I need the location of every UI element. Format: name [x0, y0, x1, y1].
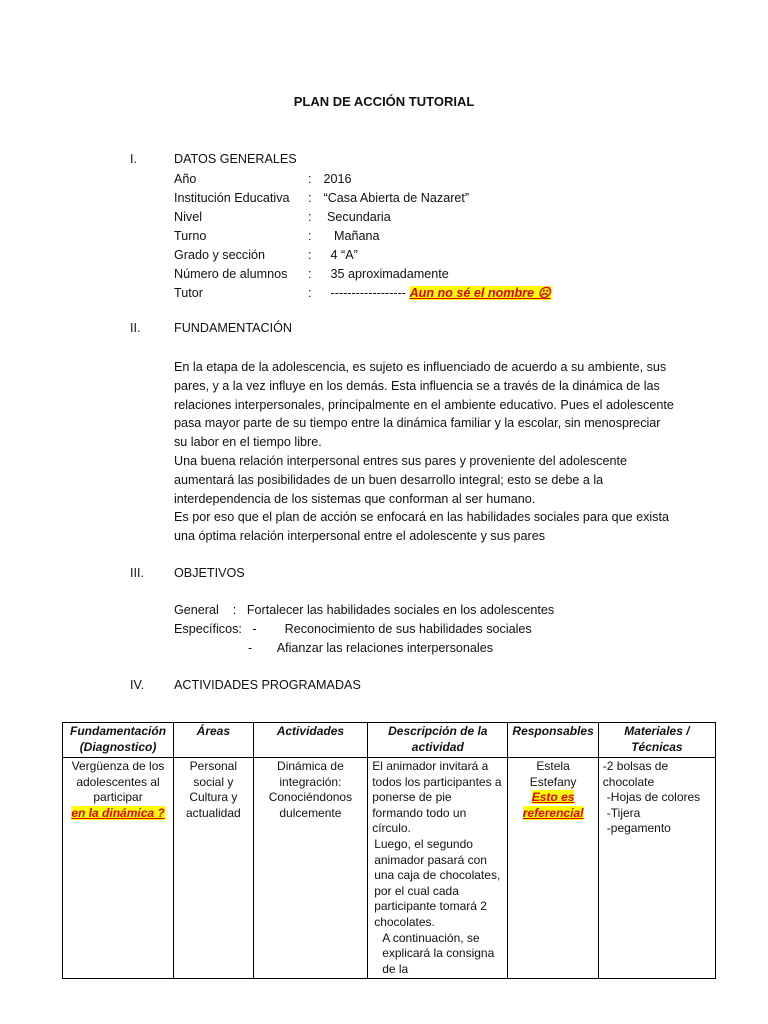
table-header: Materiales / Técnicas [598, 723, 715, 758]
objetivo-general-label: General [174, 603, 219, 617]
fundamentacion-highlight-note: en la dinámica ? [71, 805, 165, 820]
datos-value: 2016 [323, 172, 352, 186]
fundamentacion-paragraph-3: Es por eso que el plan de acción se enfocará en las habilidades sociales para que exista una óptima relación interpersonal entre el adolescente y sus pares [174, 510, 669, 544]
cell-materiales [598, 758, 715, 979]
cell-responsables [508, 758, 598, 979]
table-header-row [63, 723, 716, 758]
table-header: Actividades [253, 723, 368, 758]
datos-label: Número de alumnos [174, 267, 288, 281]
objetivo-especifico-2: - Afianzar las relaciones interpersonales [248, 641, 493, 655]
table-header: Fundamentación (Diagnostico) [63, 723, 174, 758]
datos-label: Turno [174, 229, 207, 243]
datos-value: 35 aproximadamente [330, 267, 449, 281]
material-item: -Hojas de colores [606, 790, 701, 805]
objetivo-general-text: Fortalecer las habilidades sociales en los adolescentes [246, 603, 555, 617]
table-header: Áreas [174, 723, 254, 758]
objetivo-especifico-1: Específicos: - Reconocimiento de sus habilidades sociales [174, 622, 532, 636]
section-heading-actividades: ACTIVIDADES PROGRAMADAS [174, 678, 361, 692]
section-heading-datos-generales: DATOS GENERALES [174, 152, 297, 166]
section-number-4: IV. [130, 678, 145, 692]
datos-row-grado: Grado y sección : 4 “A” [174, 248, 358, 262]
material-item: -Tijera [606, 805, 641, 820]
cell-text: Estela Estefany [529, 759, 577, 789]
datos-value: Secundaria [327, 210, 391, 224]
cell-areas: Personal social y Cultura y actualidad [174, 758, 254, 979]
responsables-highlight-note: Esto es referencial [522, 790, 584, 820]
datos-value: 4 “A” [330, 248, 358, 262]
page-title: PLAN DE ACCIÓN TUTORIAL [293, 94, 475, 109]
section-number-3: III. [130, 566, 144, 580]
objetivo-general: General : Fortalecer las habilidades sociales en los adolescentes [174, 603, 555, 617]
table-header: Responsables [508, 723, 598, 758]
datos-value: “Casa Abierta de Nazaret” [323, 191, 470, 205]
descripcion-line: El animador invitará a todos los participantes a ponerse de pie formando todo un círculo. [372, 759, 502, 836]
section-heading-fundamentacion: FUNDAMENTACIÓN [174, 321, 293, 335]
datos-row-anio: Año : 2016 [174, 172, 352, 186]
fundamentacion-text [174, 358, 674, 546]
objetivos-especificos-label: Específicos: [174, 622, 242, 636]
datos-row-institucion: Institución Educativa : “Casa Abierta de Nazaret” [174, 191, 470, 205]
datos-label: Nivel [174, 210, 202, 224]
objetivo-especifico-text: Reconocimiento de sus habilidades sociales [284, 622, 532, 636]
datos-row-nivel: Nivel : Secundaria [174, 210, 391, 224]
datos-value: Mañana [334, 229, 380, 243]
section-number-1: I. [130, 152, 137, 166]
descripcion-line: A continuación, se explicará la consigna de la [382, 930, 495, 976]
tutor-highlight-note: Aun no sé el nombre ☹ [409, 286, 551, 300]
datos-label: Año [174, 172, 197, 186]
cell-text: Vergüenza de los adolescentes al participar [71, 759, 165, 805]
datos-row-tutor: Tutor : ------------------ Aun no sé el nombre ☹ [174, 286, 551, 300]
datos-label: Institución Educativa [174, 191, 290, 205]
cell-descripcion [368, 758, 508, 979]
material-item: -pegamento [606, 821, 671, 836]
table-row [63, 758, 716, 979]
section-number-2: II. [130, 321, 141, 335]
cell-fundamentacion [63, 758, 174, 979]
section-heading-objetivos: OBJETIVOS [174, 566, 245, 580]
fundamentacion-paragraph-2: Una buena relación interpersonal entres sus pares y proveniente del adolescente aumentará las posibilidades de un buen desarrollo integral; esto se debe a la interdependencia de los sistemas que conforman al ser humano. [174, 453, 627, 506]
datos-label: Tutor [174, 286, 203, 300]
datos-row-alumnos: Número de alumnos : 35 aproximadamente [174, 267, 449, 281]
activities-table [62, 722, 716, 979]
descripcion-line: Luego, el segundo animador pasará con una caja de chocolates, por el cual cada participante tomará 2 chocolates. [374, 836, 501, 929]
datos-label: Grado y sección [174, 248, 265, 262]
table-header: Descripción de la actividad [368, 723, 508, 758]
datos-value: ------------------ [330, 286, 406, 300]
cell-actividades: Dinámica de integración: Conociéndonos dulcemente [253, 758, 368, 979]
datos-row-turno: Turno : Mañana [174, 229, 380, 243]
fundamentacion-paragraph-1: En la etapa de la adolescencia, es sujeto es influenciado de acuerdo a su ambiente, sus pares, y a la vez influye en los demás. Esta influencia se a través de la dinámica de las relaciones interpersonales, principalmente en el ambiente educativo. Pues el adolescente pasa mayor parte de su tiempo entre la dinámica familiar y la escolar, sin menospreciar su labor en el tiempo libre. [174, 360, 674, 450]
objetivo-especifico-text: Afianzar las relaciones interpersonales [276, 641, 493, 655]
material-item: -2 bolsas de chocolate [602, 759, 669, 789]
